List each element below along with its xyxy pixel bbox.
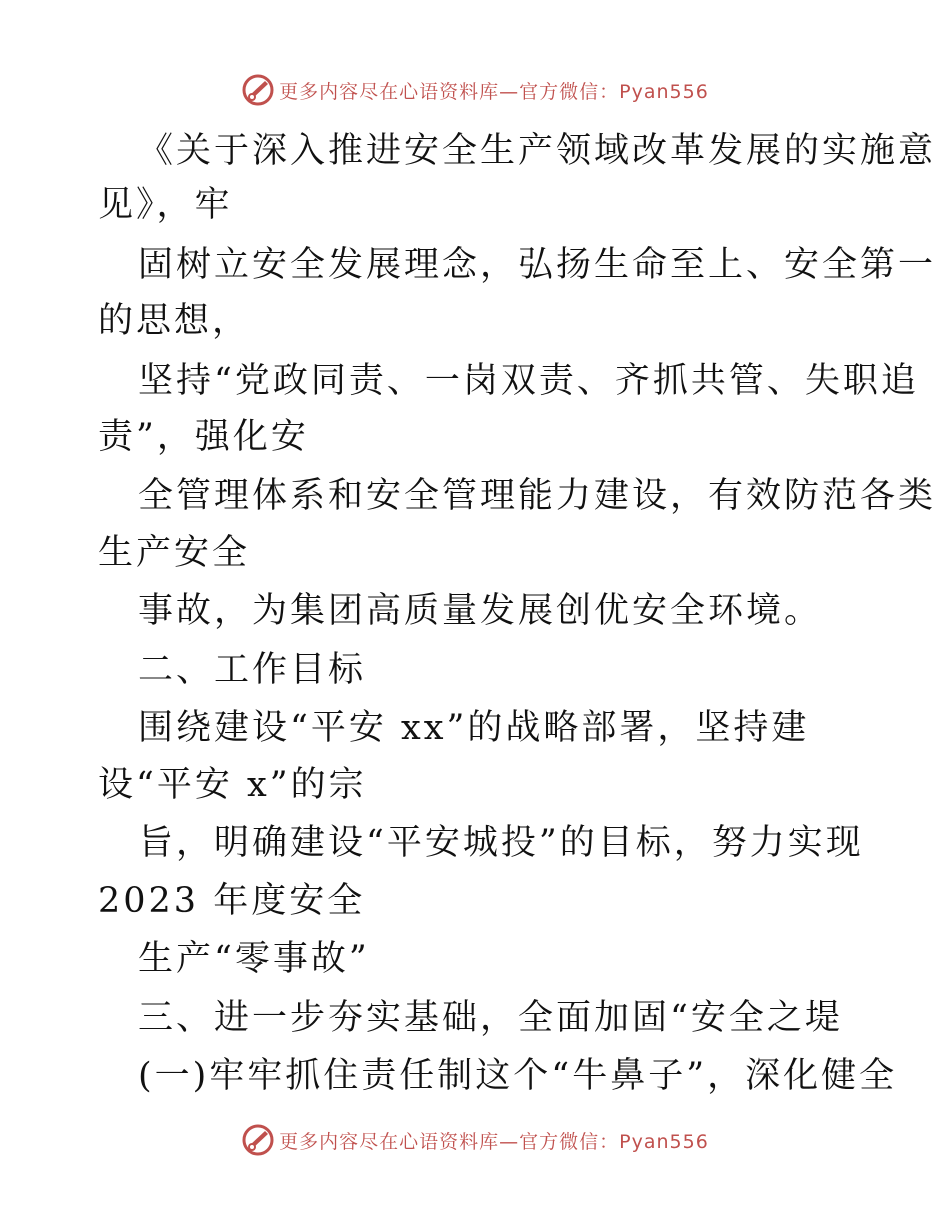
text-line: 的思想， (98, 301, 251, 341)
text-line: 《关于深入推进安全生产领域改革发展的实施意 (138, 131, 937, 171)
section-heading: 三、进一步夯实基础，全面加固“安全之堤 (138, 998, 843, 1038)
section-heading: 二、工作目标 (138, 650, 367, 690)
footer-watermark (0, 1120, 950, 1160)
logo-icon (241, 73, 275, 107)
text-line: 坚持“党政同责、一岗双责、齐抓共管、失职追 (138, 361, 919, 401)
text-line: 旨，明确建设“平安城投”的目标，努力实现 (138, 823, 864, 863)
subsection-heading: (一)牢牢抓住责任制这个“牛鼻子”，深化健全 (138, 1056, 898, 1096)
watermark-text: 更多内容尽在心语资料库—官方微信：Pyan556 (279, 80, 709, 103)
logo-icon (241, 1123, 275, 1157)
text-line: 围绕建设“平安 xx”的战略部署，坚持建 (138, 708, 810, 748)
text-line: 责”，强化安 (98, 417, 309, 457)
text-line: 全管理体系和安全管理能力建设，有效防范各类 (138, 476, 937, 516)
header-watermark (0, 70, 950, 110)
text-line: 见》，牢 (98, 185, 233, 225)
text-line: 设“平安 x”的宗 (98, 765, 367, 805)
text-line: 生产安全 (98, 533, 251, 573)
text-line: 固树立安全发展理念，弘扬生命至上、安全第一 (138, 245, 937, 285)
text-line: 生产“零事故” (138, 939, 370, 979)
text-line: 事故，为集团高质量发展创优安全环境。 (138, 591, 823, 631)
watermark-text: 更多内容尽在心语资料库—官方微信：Pyan556 (279, 1130, 709, 1153)
text-line: 2023 年度安全 (98, 881, 366, 921)
